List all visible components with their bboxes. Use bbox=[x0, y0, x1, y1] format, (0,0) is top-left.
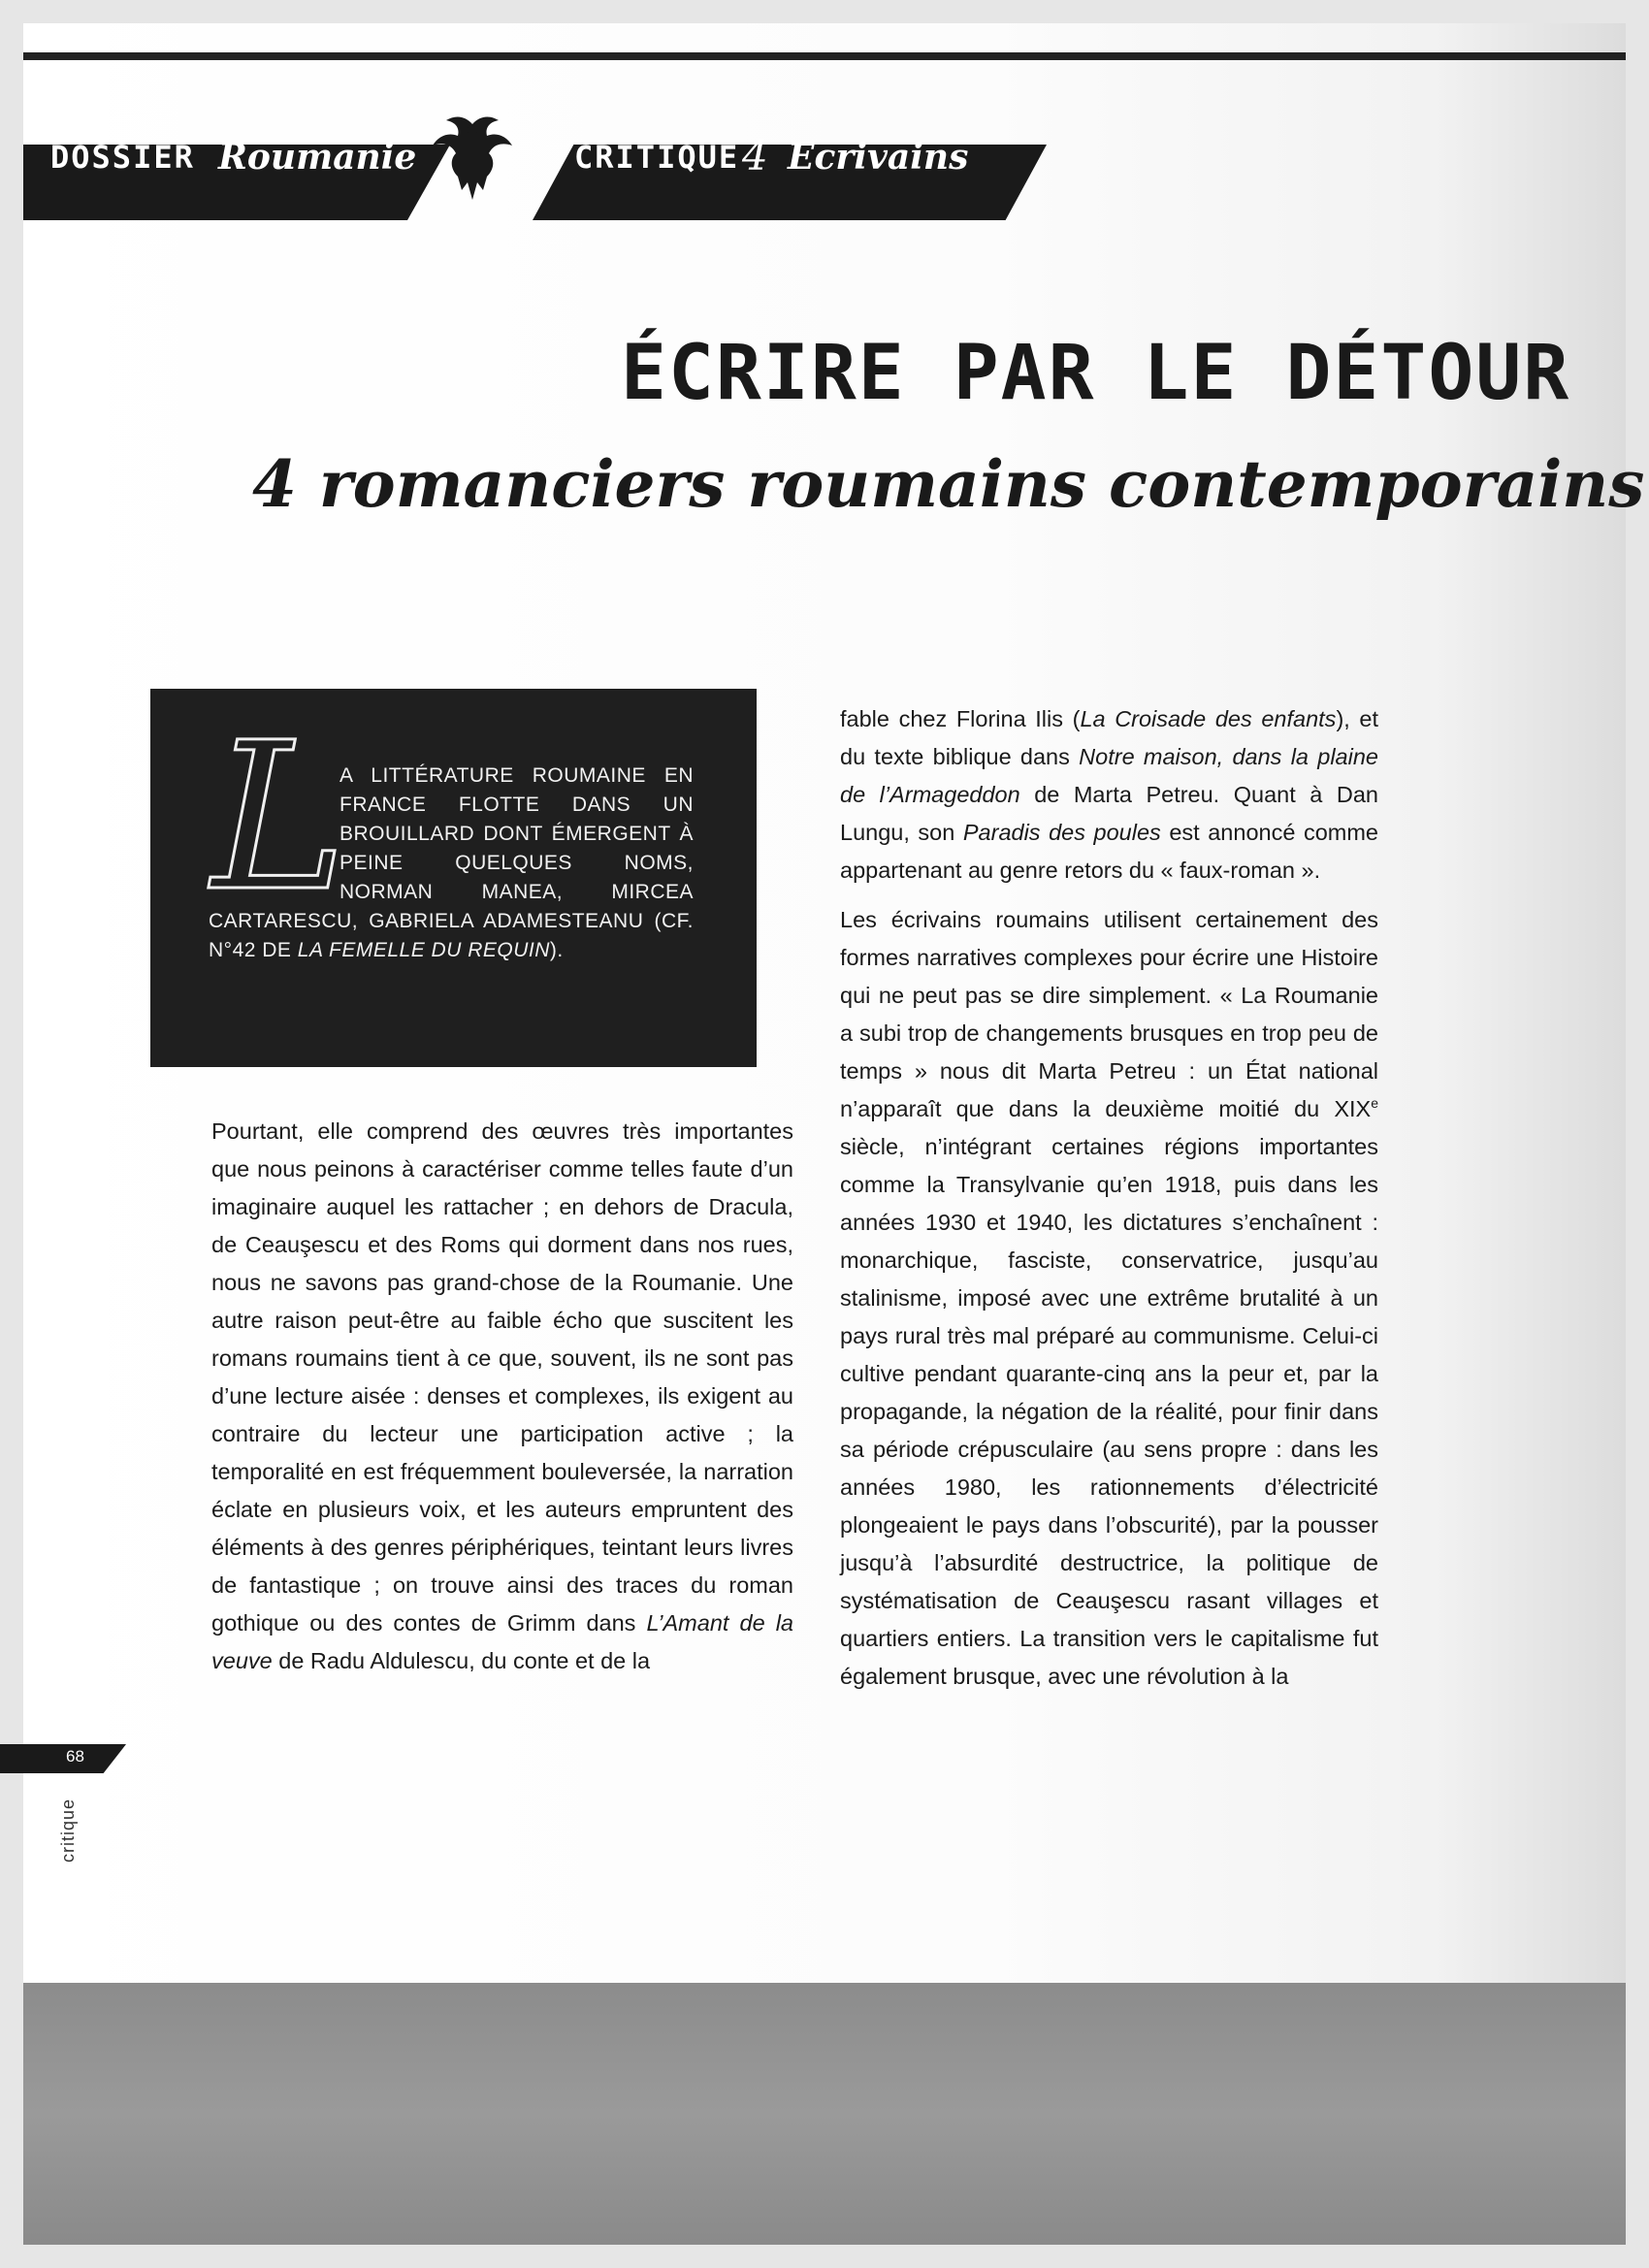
article-subtitle: 4 romanciers roumains contemporains bbox=[252, 446, 1645, 522]
left-text-2: de Radu Aldulescu, du conte et de la bbox=[272, 1648, 651, 1673]
book-title: La Croisade des enfants bbox=[1080, 706, 1337, 731]
header-country: Roumanie bbox=[218, 137, 417, 178]
left-column bbox=[211, 1113, 793, 1692]
superscript: e bbox=[1371, 1095, 1378, 1112]
top-rule bbox=[23, 52, 1626, 60]
intro-body: A LITTÉRATURE ROUMAINE EN FRANCE FLOTTE DANS UN BROUILLARD DONT ÉMERGENT À PEINE QUELQUES NOMS, NORMAN MANEA, MIRCEA CARTARESCU, GABRIELA ADAMESTEANU (CF. N°42 DE bbox=[209, 764, 694, 961]
book-title: Notre maison, dans la plaine de l’Armageddon bbox=[840, 744, 1378, 807]
book-title: L’Amant de la veuve bbox=[211, 1610, 793, 1673]
dropcap-letter: L bbox=[211, 698, 347, 936]
intro-end: ). bbox=[549, 939, 564, 961]
header-topic: Ecrivains bbox=[788, 137, 969, 178]
header-section: DOSSIER bbox=[50, 139, 195, 176]
left-text-1: Pourtant, elle comprend des œuvres très importantes que nous peinons à caractériser comme telles faute d’un imaginaire auquel les rattacher ; en dehors de Dracula, de Ceauşescu et des Roms qui dorment dans nos rues, nous ne savons pas grand-chose de la Roumanie. Une autre raison peut-être au faible écho que suscitent les romans roumains tient à ce que, souvent, ils ne sont pas d’une lecture aisée : denses et complexes, ils exigent au contraire du lecteur une participation active ; la temporalité en est fréquemment bouleversée, la narration éclate en plusieurs voix, et les auteurs empruntent des éléments à des genres périphériques, teintant leurs livres de fantastique ; on trouve ainsi des traces du roman gothique ou des contes de Grimm dans bbox=[211, 1118, 793, 1636]
eagle-icon bbox=[429, 107, 516, 204]
header-category: CRITIQUE bbox=[574, 139, 740, 176]
section-label: critique bbox=[58, 1798, 78, 1863]
intro-text bbox=[209, 761, 694, 965]
right-text: est annoncé comme appartenant au genre retors du « faux-roman ». bbox=[840, 820, 1378, 883]
left-paragraph bbox=[211, 1113, 793, 1680]
page-number: 68 bbox=[66, 1747, 84, 1766]
header-number: 4 bbox=[742, 132, 768, 179]
article-title: ÉCRIRE PAR LE DÉTOUR bbox=[621, 330, 1571, 417]
right-column bbox=[840, 700, 1378, 1707]
right-paragraph-2 bbox=[840, 901, 1378, 1696]
right-text: ), et du texte biblique dans bbox=[840, 706, 1379, 769]
scan-background-band bbox=[23, 1983, 1626, 2245]
right-text: Les écrivains roumains utilisent certainement des formes narratives complexes pour écrire une Histoire qui ne peut pas se dire simplement. « La Roumanie a subi trop de changements brusques en trop peu de temps » nous dit Marta Petreu : un État national n’apparaît que dans la deuxième moitié du XIX bbox=[840, 907, 1378, 1121]
right-text: de Marta Petreu. Quant à Dan Lungu, son bbox=[840, 782, 1378, 845]
right-text: siècle, n’intégrant certaines régions importantes comme la Transylvanie qu’en 1918, puis dans les années 1930 et 1940, les dictatures s’enchaînent : monarchique, fasciste, conservatrice, jusqu’au stalinisme, imposé avec une extrême brutalité à un pays rural très mal préparé au communisme. Celui-ci cultive pendant quarante-cinq ans la peur et, par la propagande, la négation de la réalité, pour finir dans sa période crépusculaire (au sens propre : dans les années 1980, les rationnements d’électricité plongeaient le pays dans l’obscurité), par la pousser jusqu’à l’absurdité destructrice, la politique de systématisation de Ceauşescu rasant villages et quartiers entiers. La transition vers le capitalisme fut également brusque, avec une révolution à la bbox=[840, 1134, 1378, 1689]
book-title: Paradis des poules bbox=[962, 820, 1161, 845]
right-text: fable chez Florina Ilis ( bbox=[840, 706, 1081, 731]
intro-magazine-title: LA FEMELLE DU REQUIN bbox=[297, 939, 550, 961]
right-paragraph-1 bbox=[840, 700, 1378, 890]
